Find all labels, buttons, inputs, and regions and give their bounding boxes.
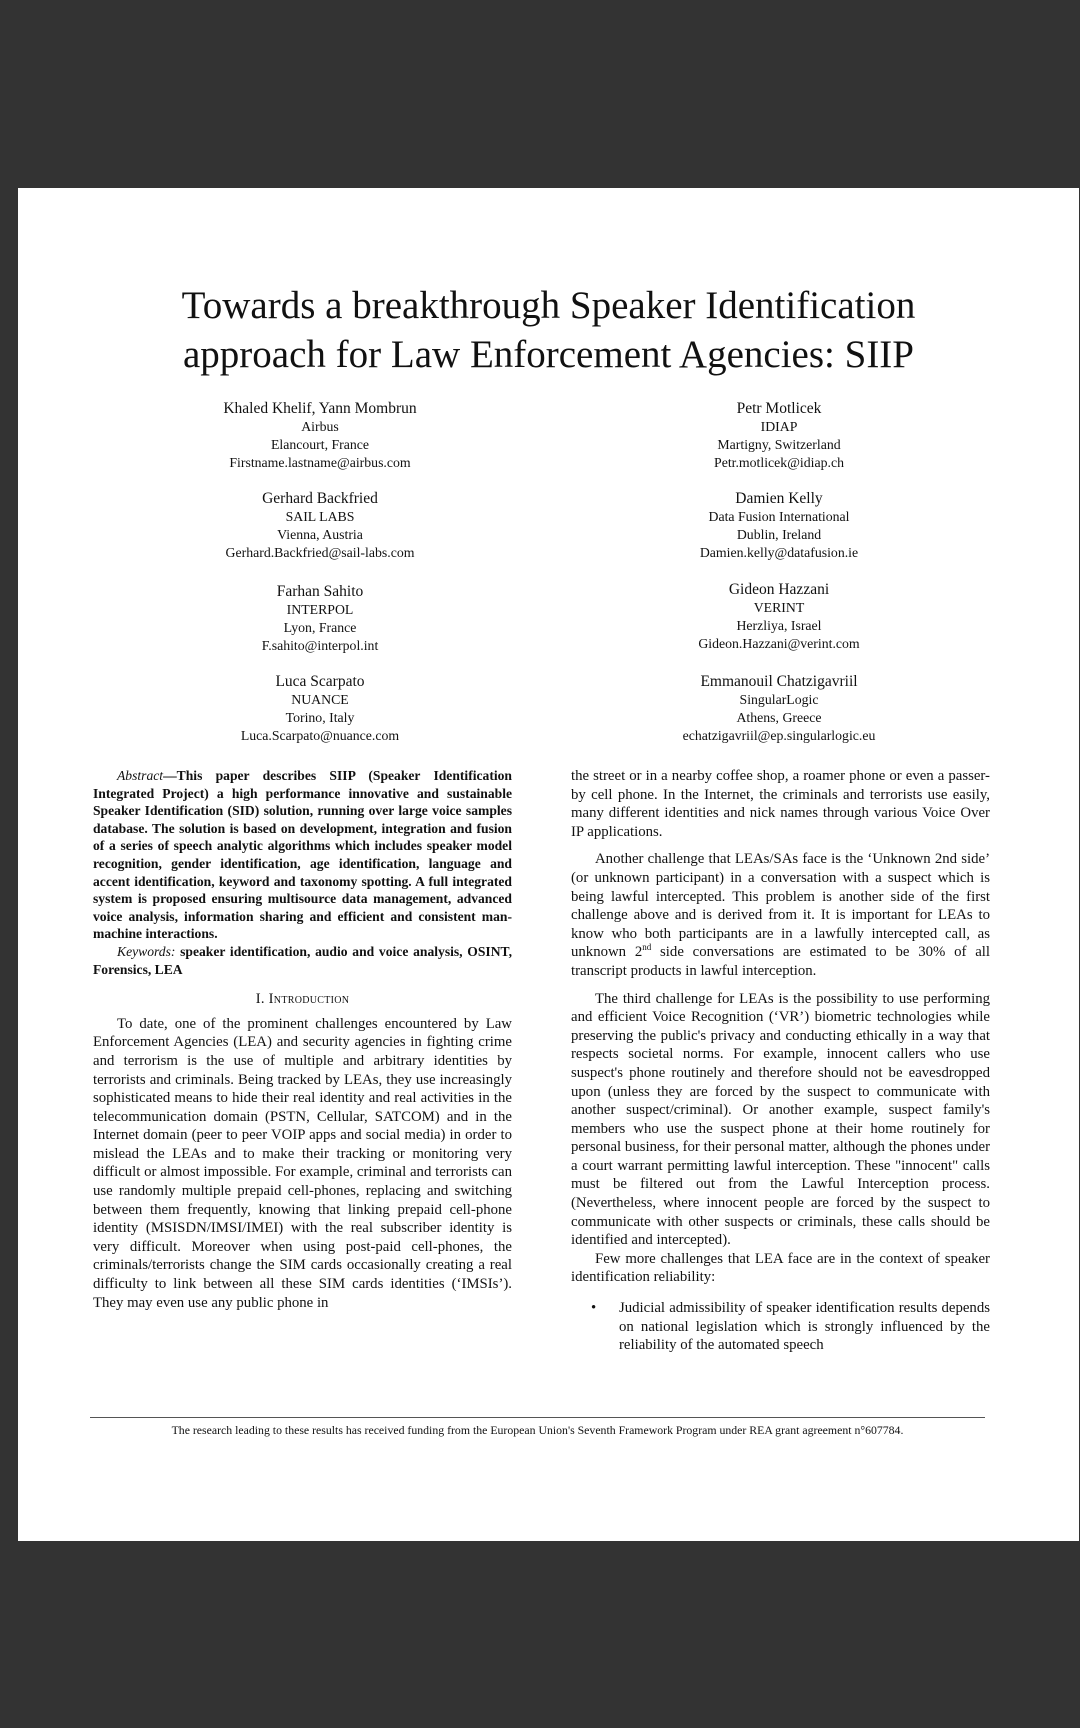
- author-org: SingularLogic: [739, 692, 819, 707]
- author-location: Elancourt, France: [270, 437, 370, 452]
- author-block-1: [110, 399, 530, 472]
- author-name: Emmanouil Chatzigavriil: [700, 673, 858, 690]
- title-line-1: Towards a breakthrough Speaker Identification: [181, 284, 916, 327]
- intro-paragraph: To date, one of the prominent challenges encountered by Law Enforcement Agencies (LEA) and security agencies in fighting crime and terrorism is the use of multiple and arbitrary identities by terrorists and criminals. Being tracked by LEAs, they use increasingly sophisticated means to hide their real identity and real activities in the telecommunication domain (PSTN, Cellular, SATCOM) and in the Internet domain (peer to peer VOIP apps and social media) in order to mislead the LEAs and to make their tracking or monitoring very difficult or almost impossible. For example, criminal and terrorists can use randomly multiple prepaid cell-phones, replacing and switching between them frequently, knowing that linking prepaid cell-phone identity (MSISDN/IMSI/IMEI) with the real subscriber identity is very difficult. Moreover when using post-paid cell-phones, the criminals/terrorists change the SIM cards occasionally creating a real difficulty to link between all these SIM cards identities (‘IMSIs’). They may even use any public phone in: [93, 1015, 512, 1311]
- author-name: Gideon Hazzani: [728, 581, 830, 598]
- author-location: Lyon, France: [283, 620, 357, 635]
- bullet-item: [571, 1299, 990, 1355]
- keywords-text: speaker identification, audio and voice analysis, OSINT, Forensics, LEA: [93, 943, 512, 977]
- author-org: Airbus: [301, 419, 339, 434]
- author-email: Luca.Scarpato@nuance.com: [240, 728, 400, 743]
- author-email: F.sahito@interpol.int: [261, 638, 379, 653]
- author-block-3: [110, 582, 530, 655]
- author-location: Herzliya, Israel: [736, 618, 822, 633]
- author-block-2: [110, 489, 530, 562]
- author-org: INTERPOL: [286, 602, 354, 617]
- author-email: echatzigavriil@ep.singularlogic.eu: [682, 728, 876, 743]
- author-block-7: [569, 580, 989, 653]
- author-block-8: [569, 672, 989, 745]
- body-paragraph: The third challenge for LEAs is the possibility to use performing and efficient Voice Recognition (‘VR’) biometric technologies while preserving the public's privacy and conducting ethically in a way that respects societal norms. For example, innocent callers who use suspect's phone routinely and therefore should not be eavesdropped upon (unless they are forced by the suspect to communicate with another suspect/criminal). Or another example, suspect family's members who use the suspect phone at their home routinely for personal business, for their personal matter, although the phones under a court warrant permitting lawful interception. These "innocent" calls must be filtered out from the Lawful Interception process. (Nevertheless, where innocent people are forced by the suspect to communicate with other suspects or criminals, these calls should be identified and intercepted).: [571, 990, 990, 1249]
- abstract-label: Abstract: [117, 768, 164, 783]
- body-paragraph: the street or in a nearby coffee shop, a roamer phone or even a passer-by cell phone. In the Internet, the criminals and terrorists use easily, many different identities and nick names through various Voice Over IP applications.: [571, 768, 990, 840]
- body-paragraph: [571, 850, 990, 980]
- author-block-4: [110, 672, 530, 745]
- author-email: Petr.motlicek@idiap.ch: [714, 455, 844, 470]
- author-org: NUANCE: [291, 692, 349, 707]
- footnote-rule: [90, 1417, 985, 1418]
- author-location: Dublin, Ireland: [736, 527, 822, 542]
- bullet-icon: •: [591, 1300, 597, 1317]
- author-location: Martigny, Switzerland: [717, 437, 841, 452]
- author-name: Khaled Khelif, Yann Mombrun: [223, 400, 417, 417]
- author-email: Gideon.Hazzani@verint.com: [698, 636, 860, 651]
- right-column: [571, 767, 990, 1355]
- abstract: [93, 767, 512, 943]
- paper-page: [18, 188, 1079, 1541]
- author-email: Gerhard.Backfried@sail-labs.com: [225, 545, 415, 560]
- author-name: Damien Kelly: [735, 490, 823, 507]
- paper-title: [18, 281, 1079, 379]
- author-block-6: [569, 489, 989, 562]
- footnote: The research leading to these results has received funding from the European Union's Seventh Framework Program under REA grant agreement n°607784.: [171, 1423, 904, 1437]
- section-heading-introduction: I. Introduction: [255, 991, 350, 1008]
- body-text: side conversations are estimated to be 30% of all transcript products in lawful interception.: [571, 944, 990, 979]
- abstract-text: —This paper describes SIIP (Speaker Identification Integrated Project) a high performance innovative and sustainable Speaker Identification (SID) solution, running over large voice samples database. The solution is based on development, integration and fusion of a series of speech analytic algorithms which includes speaker model recognition, gender identification, age identification, language and accent identification, keyword and taxonomy spotting. A full integrated system is proposed ensuring multisource data management, advanced voice analysis, information sharing and efficient and consistent man-machine interactions.: [93, 768, 512, 942]
- superscript: nd: [642, 942, 652, 953]
- body-paragraph: Few more challenges that LEA face are in the context of speaker identification reliability:: [571, 1250, 990, 1286]
- title-line-2: approach for Law Enforcement Agencies: SIIP: [183, 333, 914, 376]
- author-email: Damien.kelly@datafusion.ie: [699, 545, 859, 560]
- author-org: Data Fusion International: [708, 509, 850, 524]
- body-text: Another challenge that LEAs/SAs face is the ‘Unknown 2nd side’ (or unknown participant) in a conversation with a suspect which is being lawful intercepted. This problem is another side of the first challenge above and is derived from it. It is important for LEAs to know who both participants are in a lawfully intercepted call, as unknown 2: [571, 851, 990, 961]
- keywords: [93, 943, 512, 978]
- author-location: Vienna, Austria: [277, 527, 363, 542]
- author-org: IDIAP: [760, 419, 798, 434]
- author-name: Luca Scarpato: [275, 673, 365, 690]
- keywords-label: Keywords:: [117, 943, 176, 959]
- author-location: Athens, Greece: [736, 710, 822, 725]
- author-org: SAIL LABS: [285, 509, 355, 524]
- left-column: [93, 767, 512, 1312]
- author-name: Petr Motlicek: [736, 400, 822, 417]
- author-email: Firstname.lastname@airbus.com: [229, 455, 411, 470]
- author-name: Farhan Sahito: [276, 583, 364, 600]
- author-org: VERINT: [753, 600, 805, 615]
- author-location: Torino, Italy: [285, 710, 355, 725]
- bullet-text: Judicial admissibility of speaker identification results depends on national legislation which is strongly influenced by the reliability of the automated speech: [619, 1300, 990, 1354]
- author-name: Gerhard Backfried: [262, 490, 378, 507]
- author-block-5: [569, 399, 989, 472]
